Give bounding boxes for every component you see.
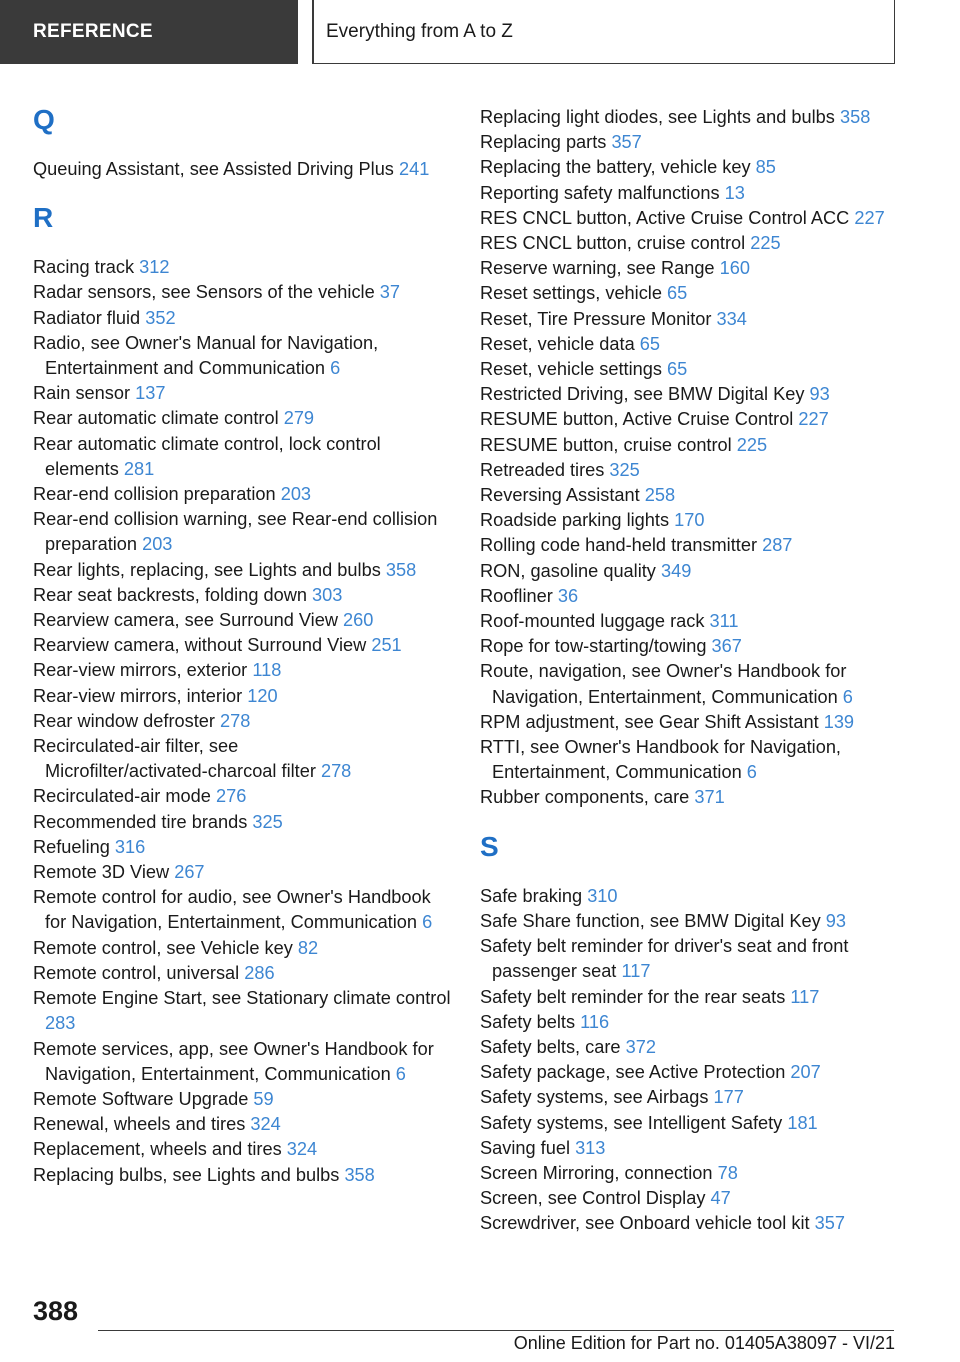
page-link[interactable]: 316 [114, 836, 146, 857]
page-link[interactable]: 207 [790, 1062, 821, 1083]
index-entry [480, 382, 900, 407]
page-link[interactable]: 281 [123, 458, 155, 479]
page-link[interactable]: 352 [145, 307, 176, 328]
entry-list [480, 884, 900, 1237]
entry-text: Remote control, see Vehicle key [33, 937, 293, 958]
index-entry [480, 433, 900, 458]
entry-text: Safety belts [480, 1011, 576, 1032]
index-entry [33, 684, 453, 709]
entry-text: Roadside parking lights [480, 510, 670, 531]
entry-text: Retreaded tires [480, 459, 605, 480]
section-letter: R [33, 202, 54, 234]
index-section [480, 105, 900, 811]
entry-text: Rear automatic climate control, lock control elements [33, 433, 381, 479]
index-entry [480, 357, 900, 382]
page-link[interactable]: 65 [639, 333, 660, 354]
index-entry [480, 1136, 900, 1161]
entry-text: Rain sensor [33, 383, 131, 404]
index-entry [33, 835, 453, 860]
index-entry [480, 884, 900, 909]
index-entry [480, 1186, 900, 1211]
index-entry [480, 609, 900, 634]
entry-text: RPM adjustment, see Gear Shift Assistant [480, 711, 819, 732]
page-link[interactable]: 139 [823, 711, 855, 732]
entry-text: RESUME button, cruise control [480, 434, 732, 455]
page-link[interactable]: 6 [422, 912, 433, 933]
index-entry [33, 1087, 453, 1112]
page-link[interactable]: 287 [762, 535, 793, 556]
page-link[interactable]: 371 [694, 787, 725, 808]
page-link[interactable]: 227 [854, 207, 885, 228]
entry-text: Queuing Assistant, see Assisted Driving Plus [33, 159, 394, 179]
page-link[interactable]: 324 [286, 1139, 318, 1160]
page-link[interactable]: 278 [320, 761, 352, 782]
index-entry [33, 558, 453, 583]
index-entry [480, 256, 900, 281]
entry-text: Reset, vehicle data [480, 333, 635, 354]
page-link[interactable]: 324 [250, 1114, 281, 1135]
entry-text: Screen Mirroring, connection [480, 1162, 713, 1183]
page-link[interactable]: 313 [575, 1137, 606, 1158]
page-link[interactable]: 283 [45, 1013, 76, 1034]
index-entry [480, 206, 900, 231]
page-header [0, 0, 960, 66]
index-entry [33, 936, 453, 961]
index-entry [480, 1010, 900, 1035]
page-link[interactable]: 177 [713, 1087, 744, 1108]
entry-text: Reset settings, vehicle [480, 283, 662, 304]
index-entry [33, 608, 453, 633]
chapter-title: Everything from A to Z [312, 0, 895, 64]
page-link[interactable]: 279 [283, 408, 315, 429]
index-entry [480, 985, 900, 1010]
index-entry [480, 508, 900, 533]
entry-text: Replacement, wheels and tires [33, 1139, 282, 1160]
index-entry [33, 583, 453, 608]
index-entry [480, 1035, 900, 1060]
entry-text: Rubber components, care [480, 787, 690, 808]
entry-list [33, 255, 453, 1188]
entry-text: Roofliner [480, 585, 553, 606]
entry-text: Rearview camera, without Surround View [33, 635, 367, 656]
page-link[interactable]: 225 [736, 434, 768, 455]
entry-text: Refueling [33, 836, 110, 857]
index-column-left [33, 100, 453, 1204]
edition-note: Online Edition for Part no. 01405A38097 - VI/21 [513, 1333, 895, 1353]
page-link[interactable]: 276 [215, 786, 247, 807]
entry-list [33, 157, 453, 182]
entry-text: Replacing the battery, vehicle key [480, 157, 751, 178]
entry-text: Rear‑end collision warning, see Rear‑end collision preparation [33, 509, 438, 555]
page-link[interactable]: 118 [252, 660, 282, 681]
page-link[interactable]: 82 [297, 937, 319, 958]
page-link[interactable]: 357 [814, 1213, 845, 1234]
entry-text: Renewal, wheels and tires [33, 1114, 246, 1135]
page-link[interactable]: 334 [716, 308, 747, 329]
index-entry [33, 280, 453, 305]
entry-text: Reporting safety malfunctions [480, 182, 720, 203]
section-title: REFERENCE [0, 0, 298, 64]
entry-text: Rear automatic climate control [33, 408, 279, 429]
page-link[interactable]: 170 [674, 510, 705, 531]
section-letter: Q [33, 104, 55, 135]
entry-text: Rear‑end collision preparation [33, 484, 276, 505]
index-entry [33, 633, 453, 658]
index-entry [480, 458, 900, 483]
index-entry [33, 1112, 453, 1137]
page-link[interactable]: 65 [667, 283, 688, 304]
index-entry [33, 1163, 453, 1188]
entry-text: Screwdriver, see Onboard vehicle tool kit [480, 1213, 810, 1234]
index-entry [480, 934, 900, 984]
footer-divider [98, 1330, 894, 1331]
entry-text: Rearview camera, see Surround View [33, 610, 338, 631]
page-link[interactable]: 6 [330, 358, 341, 379]
index-entry [480, 307, 900, 332]
entry-text: Radiator fluid [33, 307, 141, 328]
entry-text: Rear lights, replacing, see Lights and bulbs [33, 559, 381, 580]
page-link[interactable]: 372 [625, 1036, 656, 1057]
index-entry [480, 735, 900, 785]
page-link[interactable]: 286 [244, 962, 275, 983]
page-link[interactable]: 203 [280, 484, 312, 505]
page-link[interactable]: 13 [724, 182, 745, 203]
index-entry [33, 432, 453, 482]
entry-text: RESUME button, Active Cruise Control [480, 409, 794, 430]
entry-text: Rear seat backrests, folding down [33, 584, 307, 605]
entry-text: Reset, Tire Pressure Monitor [480, 308, 712, 329]
index-entry [33, 331, 453, 381]
entry-text: Reversing Assistant [480, 485, 640, 506]
page-link[interactable]: 120 [247, 685, 278, 706]
entry-text: Remote Engine Start, see Stationary climate control [33, 988, 451, 1009]
page-link[interactable]: 203 [142, 534, 173, 555]
entry-text: Safety package, see Active Protection [480, 1062, 786, 1083]
entry-text: Route, navigation, see Owner's Handbook for Navigation, Entertainment, Communication [480, 661, 847, 707]
page-link[interactable]: 6 [746, 762, 757, 783]
entry-text: RES CNCL button, cruise control [480, 233, 746, 254]
index-entry [480, 634, 900, 659]
entry-text: Rear‑view mirrors, interior [33, 685, 243, 706]
index-section [480, 827, 900, 1237]
index-entry [480, 105, 900, 130]
entry-text: Safe Share function, see BMW Digital Key [480, 910, 821, 931]
entry-text: Remote control for audio, see Owner's Handbook for Navigation, Entertainment, Communication [33, 887, 431, 933]
page-link[interactable]: 310 [587, 885, 618, 906]
index-entry [480, 533, 900, 558]
page-link[interactable]: 278 [220, 710, 251, 731]
page-link[interactable]: 267 [174, 862, 205, 883]
page-link[interactable]: 59 [253, 1088, 274, 1109]
page-link[interactable]: 303 [312, 584, 343, 605]
page-link[interactable]: 47 [710, 1188, 731, 1209]
index-entry [480, 659, 900, 709]
index-entry [480, 584, 900, 609]
page-link[interactable]: 181 [787, 1112, 818, 1133]
entry-text: Replacing light diodes, see Lights and bulbs [480, 107, 835, 127]
entry-text: Safety belts, care [480, 1036, 621, 1057]
index-entry [33, 255, 453, 280]
page-link[interactable]: 116 [580, 1011, 610, 1032]
entry-text: RES CNCL button, Active Cruise Control ACC [480, 207, 850, 228]
index-entry [33, 381, 453, 406]
page-link[interactable]: 36 [557, 585, 579, 606]
entry-text: Racing track [33, 257, 135, 278]
index-entry [480, 231, 900, 256]
page-link[interactable]: 325 [252, 811, 283, 832]
page-link[interactable]: 78 [717, 1162, 738, 1183]
page-link[interactable]: 65 [667, 359, 688, 380]
page-link[interactable]: 312 [139, 257, 170, 278]
entry-text: Rope for tow‑starting/towing [480, 636, 707, 657]
index-section [33, 100, 453, 182]
entry-text: Remote control, universal [33, 962, 240, 983]
page-link[interactable]: 6 [395, 1063, 406, 1084]
index-section [33, 198, 453, 1188]
index-entry [480, 181, 900, 206]
page-link[interactable]: 357 [611, 132, 642, 153]
page-link[interactable]: 367 [711, 636, 742, 657]
entry-text: Safety belt reminder for the rear seats [480, 986, 786, 1007]
index-entry [480, 559, 900, 584]
entry-text: Rolling code hand‑held transmitter [480, 535, 758, 556]
index-entry [480, 710, 900, 735]
page-link[interactable]: 251 [371, 635, 402, 656]
entry-text: Remote Software Upgrade [33, 1088, 249, 1109]
index-entry [33, 1037, 453, 1087]
index-entry [480, 483, 900, 508]
page-link[interactable]: 225 [750, 233, 781, 254]
index-entry [33, 784, 453, 809]
page-link[interactable]: 93 [809, 384, 830, 405]
index-entry [480, 407, 900, 432]
page-link[interactable]: 37 [379, 282, 400, 303]
entry-text: Saving fuel [480, 1137, 570, 1158]
index-entry [33, 810, 453, 835]
entry-text: Radio, see Owner's Manual for Navigation, Entertainment and Communication [33, 332, 379, 379]
page-link[interactable]: 227 [798, 409, 829, 430]
page-link[interactable]: 117 [621, 961, 651, 982]
index-entry [33, 157, 453, 182]
page-link[interactable]: 358 [344, 1164, 375, 1185]
index-entry [480, 155, 900, 180]
entry-text: Safety systems, see Airbags [480, 1087, 709, 1108]
entry-text: Restricted Driving, see BMW Digital Key [480, 384, 805, 405]
section-letter: S [480, 830, 499, 862]
entry-text: Safety belt reminder for driver's seat and front passenger seat [480, 936, 849, 982]
entry-text: Reserve warning, see Range [480, 258, 715, 279]
page-number: 388 [33, 1296, 79, 1326]
page-link[interactable]: 6 [842, 686, 853, 707]
index-entry [480, 909, 900, 934]
index-entry [33, 1137, 453, 1162]
entry-text: Safe braking [480, 885, 583, 906]
index-entry [33, 734, 453, 784]
entry-list [480, 105, 900, 811]
index-entry [480, 1111, 900, 1136]
page-link[interactable]: 260 [343, 610, 374, 631]
index-entry [33, 507, 453, 557]
page-link[interactable]: 93 [825, 910, 846, 931]
page-link[interactable]: 160 [719, 258, 750, 279]
page-link[interactable]: 349 [660, 560, 692, 581]
page-link[interactable]: 117 [790, 986, 820, 1007]
page-link[interactable]: 241 [398, 159, 430, 179]
page-link[interactable]: 85 [755, 157, 776, 178]
entry-text: Recirculated‑air filter, see Microfilter/activated‑charcoal filter [33, 736, 316, 782]
entry-text: Remote 3D View [33, 862, 170, 883]
index-entry [33, 482, 453, 507]
entry-text: RON, gasoline quality [480, 560, 656, 581]
index-column-right [480, 100, 900, 1253]
index-entry [480, 1161, 900, 1186]
index-entry [33, 961, 453, 986]
index-entry [33, 658, 453, 683]
page-link[interactable]: 311 [709, 611, 739, 632]
entry-text: Recommended tire brands [33, 811, 248, 832]
entry-text: Replacing bulbs, see Lights and bulbs [33, 1164, 340, 1185]
index-entry [480, 1085, 900, 1110]
page-link[interactable]: 137 [135, 383, 166, 404]
index-entry [480, 130, 900, 155]
index-entry [33, 885, 453, 935]
entry-text: Screen, see Control Display [480, 1188, 706, 1209]
entry-text: RTTI, see Owner's Handbook for Navigation, Entertainment, Communication [480, 737, 841, 783]
page-link[interactable]: 258 [644, 485, 676, 506]
entry-text: Rear window defroster [33, 710, 215, 731]
index-entry [33, 306, 453, 331]
page-link[interactable]: 358 [839, 107, 871, 127]
entry-text: Reset, vehicle settings [480, 359, 662, 380]
index-entry [480, 281, 900, 306]
index-entry [480, 332, 900, 357]
entry-text: Radar sensors, see Sensors of the vehicle [33, 282, 375, 303]
index-entry [33, 860, 453, 885]
entry-text: Safety systems, see Intelligent Safety [480, 1112, 783, 1133]
entry-text: Recirculated‑air mode [33, 786, 211, 807]
entry-text: Replacing parts [480, 132, 607, 153]
index-entry [33, 986, 453, 1036]
page-link[interactable]: 325 [609, 459, 640, 480]
index-entry [480, 785, 900, 810]
index-entry [33, 709, 453, 734]
page-link[interactable]: 358 [385, 559, 417, 580]
index-entry [480, 1060, 900, 1085]
index-entry [480, 1211, 900, 1236]
entry-text: Rear‑view mirrors, exterior [33, 660, 248, 681]
entry-text: Roof‑mounted luggage rack [480, 611, 705, 632]
index-entry [33, 406, 453, 431]
entry-text: Remote services, app, see Owner's Handbook for Navigation, Entertainment, Communication [33, 1038, 434, 1084]
